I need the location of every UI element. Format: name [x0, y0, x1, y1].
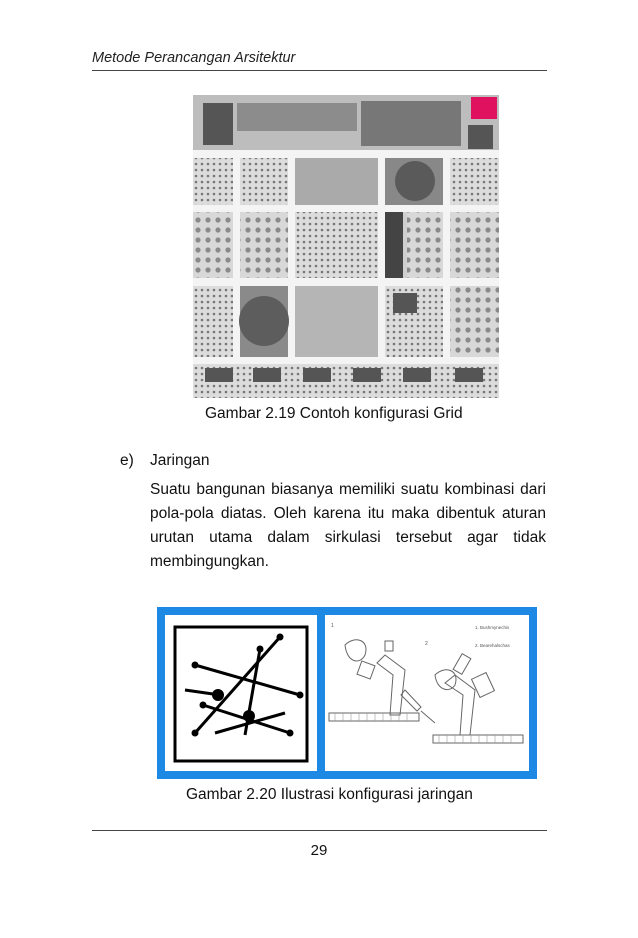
figure-caption-grid: Gambar 2.19 Contoh konfigurasi Grid	[205, 405, 463, 422]
body-paragraph: Suatu bangunan biasanya memiliki suatu kombinasi dari pola-pola diatas. Oleh karena itu maka dibentuk aturan urutan utama dalam sirkulasi tersebut agar tidak membingungkan.	[150, 481, 546, 570]
figure-caption-network: Gambar 2.20 Ilustrasi konfigurasi jaringan	[186, 786, 473, 803]
legend-item-1: 1. Bushmynechis	[475, 625, 510, 630]
network-diagram	[165, 615, 317, 771]
grid-site-plan-image	[193, 95, 499, 398]
svg-text:1: 1	[331, 623, 334, 629]
legend-item-2: 2. Bearehalschas	[475, 643, 510, 648]
network-illustration-image	[157, 607, 537, 779]
network-diagram-panel	[165, 615, 317, 771]
header-rule	[92, 70, 547, 71]
grid-plan-drawing	[193, 95, 499, 398]
list-item-marker: e)	[120, 452, 134, 469]
page-number: 29	[310, 842, 328, 859]
svg-text:2: 2	[425, 641, 428, 647]
floor-plan-drawing	[325, 615, 529, 771]
floor-plan-panel	[325, 615, 529, 771]
running-header: Metode Perancangan Arsitektur	[92, 50, 296, 66]
footer-rule	[92, 830, 547, 831]
section-heading: Jaringan	[150, 452, 210, 469]
